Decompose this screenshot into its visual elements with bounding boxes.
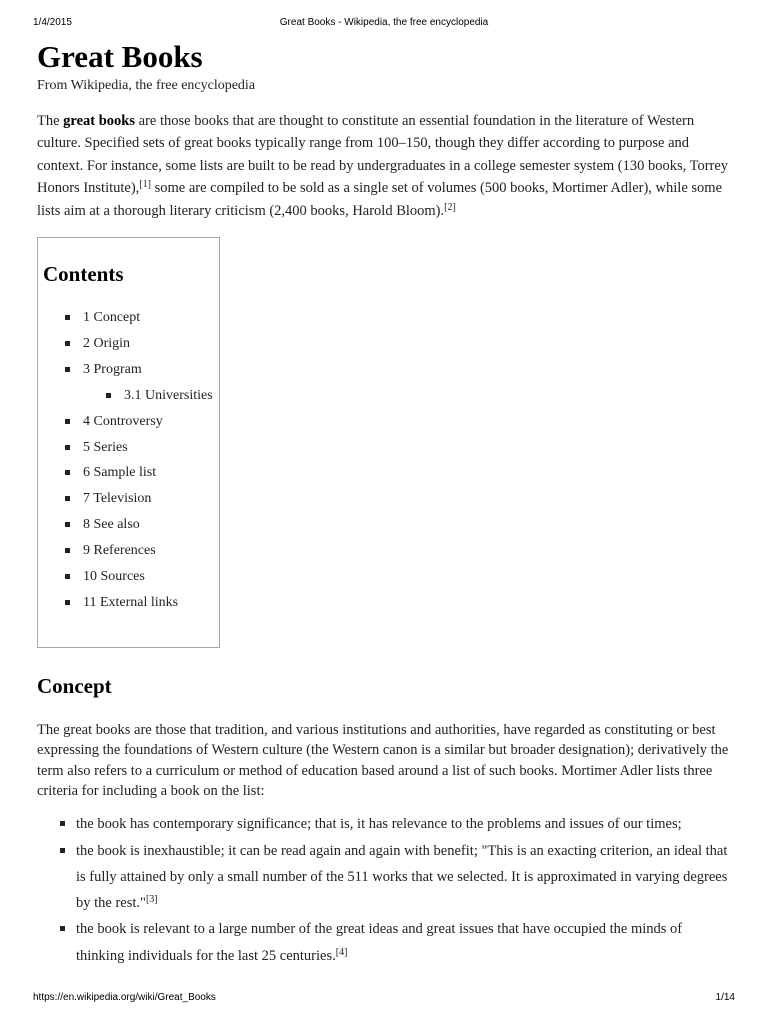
site-tagline: From Wikipedia, the free encyclopedia [37, 78, 256, 93]
lead-paragraph [37, 110, 730, 222]
reference-link-2[interactable]: [2] [444, 201, 456, 213]
toc-item-label[interactable]: 6 Sample list [83, 465, 157, 481]
bullet-icon [65, 496, 70, 501]
toc-item-series[interactable] [38, 435, 219, 461]
toc-item-label[interactable]: 9 References [83, 543, 156, 559]
list-item [37, 916, 730, 969]
criterion-text: the book is relevant to a large number of the great ideas and great issues that have occupied the minds of thinking individuals for the last 25 centuries. [76, 921, 683, 964]
print-title: Great Books - Wikipedia, the free encyclopedia [279, 17, 489, 28]
bullet-icon [65, 600, 70, 605]
bullet-icon [60, 848, 65, 853]
reference-link-1[interactable]: [1] [139, 179, 151, 191]
lead-bold-term: great books [63, 113, 136, 129]
toc-item-label[interactable]: 2 Origin [83, 335, 131, 351]
criteria-list [37, 811, 730, 969]
list-item [37, 811, 730, 837]
toc-item-label[interactable]: 3.1 Universities [124, 387, 213, 403]
toc-item-label[interactable]: 7 Television [83, 491, 152, 507]
toc-item-label[interactable]: 3 Program [83, 361, 142, 377]
page-title: Great Books [37, 39, 203, 74]
bullet-icon [65, 470, 70, 475]
list-item [37, 838, 730, 917]
toc-item-universities[interactable] [38, 383, 219, 409]
toc-item-origin[interactable] [38, 331, 219, 357]
toc-item-label[interactable]: 10 Sources [83, 569, 145, 585]
print-footer [0, 992, 768, 1006]
toc-list [38, 305, 219, 616]
criterion-text: the book is inexhaustible; it can be read again and again with benefit; "This is an exacting criterion, an ideal that is fully attained by only a small number of the 511 works that we selected. It is approximated in varying degrees by the rest." [76, 842, 728, 912]
print-page-number: 1/14 [715, 992, 735, 1003]
toc-item-label[interactable]: 5 Series [83, 439, 128, 455]
bullet-icon [65, 522, 70, 527]
print-date: 1/4/2015 [33, 17, 72, 28]
concept-paragraph: The great books are those that tradition, and various institutions and authorities, have regarded as constituting or best expressing the foundations of Western culture (the Western canon is a similar but broader designation); derivatively the term also refers to a curriculum or method of education based around a list of such books. Mortimer Adler lists three criteria for including a book on the list: [37, 722, 729, 799]
toc-item-concept[interactable] [38, 305, 219, 331]
bullet-icon [65, 548, 70, 553]
toc-item-label[interactable]: 1 Concept [83, 310, 141, 326]
bullet-icon [65, 341, 70, 346]
toc-item-label[interactable]: 11 External links [83, 595, 179, 610]
toc-item-sources[interactable] [38, 564, 219, 590]
bullet-icon [106, 393, 111, 398]
print-header [0, 17, 768, 31]
criterion-text: the book has contemporary significance; that is, it has relevance to the problems and issues of our times; [76, 816, 682, 833]
article-content [37, 38, 730, 969]
toc-item-television[interactable] [38, 486, 219, 512]
toc-item-label[interactable]: 4 Controversy [83, 413, 163, 429]
toc-item-sample-list[interactable] [38, 460, 219, 486]
toc-item-external-links[interactable] [38, 590, 219, 616]
print-url[interactable]: https://en.wikipedia.org/wiki/Great_Books [33, 992, 216, 1003]
toc-item-label[interactable]: 8 See also [83, 517, 140, 533]
toc-item-references[interactable] [38, 538, 219, 564]
bullet-icon [60, 821, 65, 826]
lead-text-start: The [37, 113, 64, 129]
bullet-icon [60, 926, 65, 931]
reference-link-4[interactable]: [4] [335, 946, 348, 958]
toc-item-controversy[interactable] [38, 409, 219, 435]
lead-text-middle: are those books that are thought to constitute an essential foundation in the literature of Western culture. Specified sets of great books typically range from 100–150, though they differ according to purpose and context. For instance, some lists are built to be read by undergraduates in a college semester system (130 books, Torrey Honors Institute), [37, 113, 729, 197]
toc-item-program[interactable] [38, 357, 219, 383]
section-heading-concept: Concept [37, 674, 112, 699]
bullet-icon [65, 315, 70, 320]
toc-item-see-also[interactable] [38, 512, 219, 538]
bullet-icon [65, 367, 70, 372]
bullet-icon [65, 419, 70, 424]
lead-text-end: some are compiled to be sold as a single set of volumes (500 books, Mortimer Adler), while some lists aim at a thorough literary criticism (2,400 books, Harold Bloom). [37, 180, 722, 219]
toc-title: Contents [43, 262, 124, 287]
bullet-icon [65, 445, 70, 450]
reference-link-3[interactable]: [3] [145, 894, 158, 906]
bullet-icon [65, 574, 70, 579]
table-of-contents [37, 237, 220, 648]
